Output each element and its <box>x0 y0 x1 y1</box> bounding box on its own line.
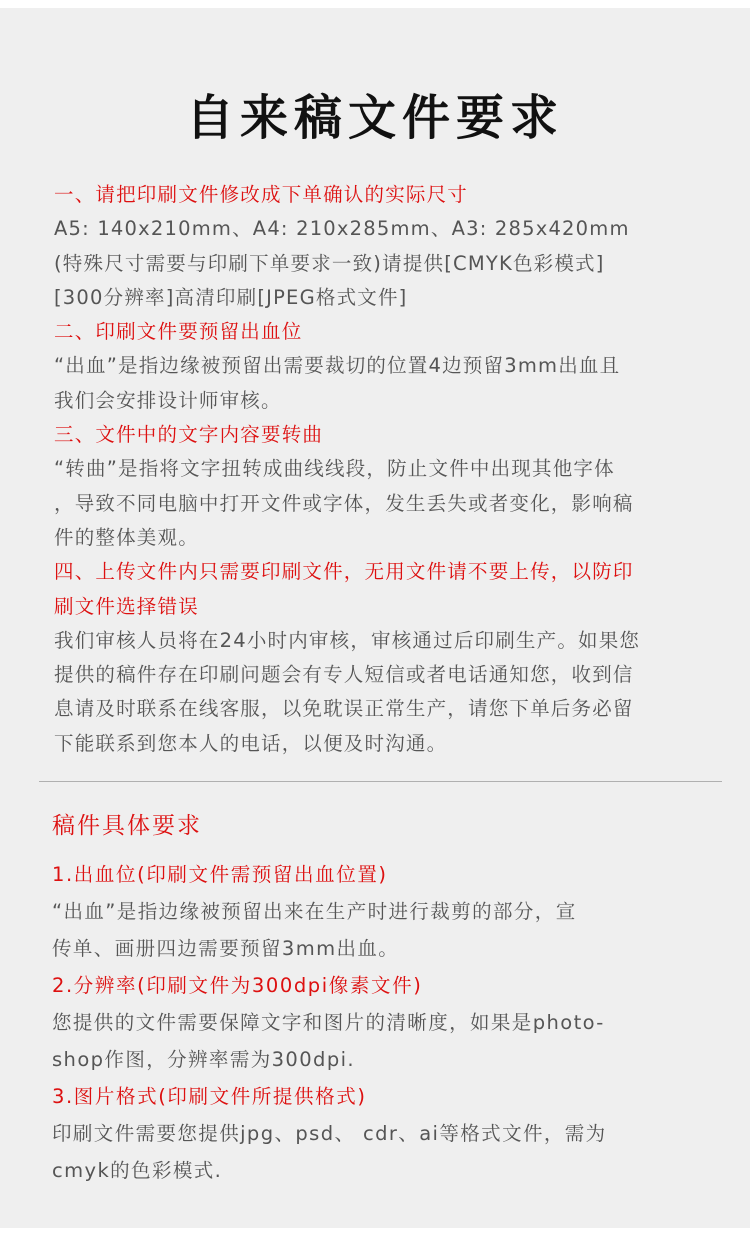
requirement-heading-3: 三、文件中的文字内容要转曲 <box>54 423 324 447</box>
requirement-text: “转曲”是指将文字扭转成曲线线段，防止文件中出现其他字体 <box>54 457 615 481</box>
specific-requirements-section <box>52 856 712 1189</box>
spec-text: cmyk的色彩模式. <box>52 1159 223 1182</box>
section-heading: 稿件具体要求 <box>52 813 202 839</box>
requirement-heading-1: 一、请把印刷文件修改成下单确认的实际尺寸 <box>54 183 469 206</box>
spec-text: “出血”是指边缘被预留出来在生产时进行裁剪的部分，宣 <box>52 900 577 923</box>
spec-heading-bleed: 1.出血位(印刷文件需预留出血位置) <box>52 863 388 886</box>
spec-text: 您提供的文件需要保障文字和图片的清晰度，如果是photo- <box>52 1011 605 1034</box>
requirement-text: A5: 140x210mm、A4: 210x285mm、A3: 285x420mm <box>54 217 630 241</box>
requirement-text: ，导致不同电脑中打开文件或字体，发生丢失或者变化，影响稿 <box>54 491 634 515</box>
page-title: 自来稿文件要求 <box>185 90 564 146</box>
requirement-heading-4: 四、上传文件内只需要印刷文件，无用文件请不要上传，以防印 <box>54 560 634 584</box>
requirement-text: 息请及时联系在线客服，以免耽误正常生产，请您下单后务必留 <box>54 697 634 721</box>
spec-text: 传单、画册四边需要预留3mm出血。 <box>52 937 400 960</box>
section-divider <box>39 781 722 782</box>
requirement-text: [300分辨率]高清印刷[JPEG格式文件] <box>54 285 408 309</box>
requirement-text: 下能联系到您本人的电话，以便及时沟通。 <box>54 731 448 755</box>
spec-heading-format: 3.图片格式(印刷文件所提供格式) <box>52 1085 367 1108</box>
spec-heading-resolution: 2.分辨率(印刷文件为300dpi像素文件) <box>52 974 423 997</box>
requirement-text: 提供的稿件存在印刷问题会有专人短信或者电话通知您，收到信 <box>54 663 634 687</box>
requirement-heading-4-cont: 刷文件选择错误 <box>54 594 199 618</box>
requirement-text: “出血”是指边缘被预留出需要裁切的位置4边预留3mm出血且 <box>54 354 621 378</box>
requirement-text: 件的整体美观。 <box>54 525 199 549</box>
spec-text: shop作图，分辨率需为300dpi. <box>52 1048 356 1071</box>
requirement-text: 我们审核人员将在24小时内审核，审核通过后印刷生产。如果您 <box>54 628 641 652</box>
requirement-text: 我们会安排设计师审核。 <box>54 388 282 412</box>
requirements-section <box>54 178 714 761</box>
spec-text: 印刷文件需要您提供jpg、psd、 cdr、ai等格式文件，需为 <box>52 1122 607 1145</box>
requirement-text: (特殊尺寸需要与印刷下单要求一致)请提供[CMYK色彩模式] <box>54 251 605 275</box>
requirement-heading-2: 二、印刷文件要预留出血位 <box>54 320 303 344</box>
